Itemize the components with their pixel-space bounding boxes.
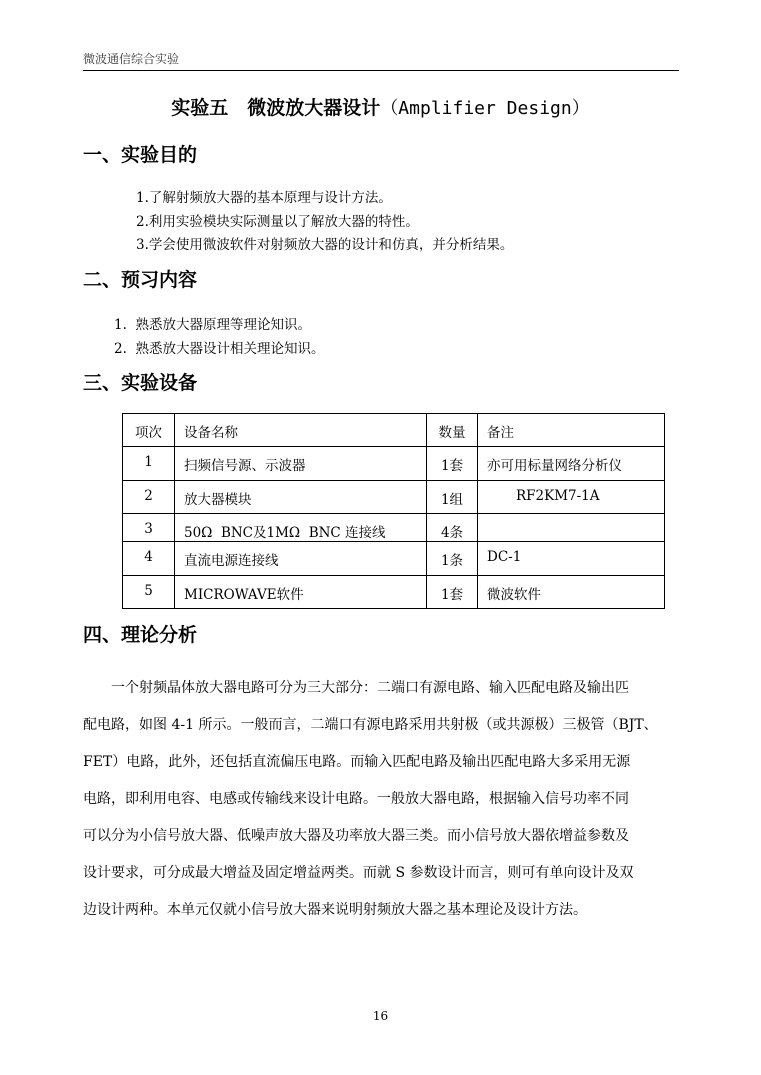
table-header-cell: 项次: [123, 414, 175, 447]
table-cell: 50Ω BNC及1MΩ BNC 连接线: [175, 514, 427, 542]
table-row: [123, 542, 665, 576]
table-header-row: [123, 414, 665, 447]
paragraph-line: 边设计两种。本单元仅就小信号放大器来说明射频放大器之基本理论及设计方法。: [83, 902, 587, 918]
table-cell: 扫频信号源、示波器: [175, 447, 427, 481]
running-header: 微波通信综合实验: [83, 52, 180, 66]
equipment-table: [122, 413, 665, 609]
table-cell: DC-1: [478, 542, 665, 576]
page-title: [0, 93, 761, 120]
paragraph-line: 一个射频晶体放大器电路可分为三大部分：二端口有源电路、输入匹配电路及输出匹: [111, 680, 629, 696]
preview-item: 1. 熟悉放大器原理等理论知识。: [114, 317, 311, 333]
page-number: 16: [372, 1009, 389, 1023]
table-cell: 5: [123, 576, 175, 609]
heading-theory: 四、理论分析: [83, 624, 198, 646]
paragraph-line: 电路，即利用电容、电感或传输线来设计电路。一般放大器电路，根据输入信号功率不同: [83, 791, 629, 807]
objective-item: 1.了解射频放大器的基本原理与设计方法。: [136, 190, 392, 206]
table-cell: 1条: [427, 542, 478, 576]
table-cell: 2: [123, 481, 175, 514]
table-cell: MICROWAVE软件: [175, 576, 427, 609]
table-row: [123, 481, 665, 514]
table-header-cell: 设备名称: [175, 414, 427, 447]
table-cell: 1套: [427, 447, 478, 481]
title-chinese: 实验五 微波放大器设计: [171, 97, 381, 119]
table-row: [123, 576, 665, 609]
paragraph-line: FET）电路，此外，还包括直流偏压电路。而输入匹配电路及输出匹配电路大多采用无源: [83, 754, 631, 770]
table-cell: 4: [123, 542, 175, 576]
table-cell: 放大器模块: [175, 481, 427, 514]
paragraph-line: 可以分为小信号放大器、低噪声放大器及功率放大器三类。而小信号放大器依增益参数及: [83, 828, 629, 844]
table-cell: RF2KM7-1A: [478, 481, 665, 514]
heading-equipment: 三、实验设备: [83, 372, 198, 394]
table-cell: 1: [123, 447, 175, 481]
table-row: [123, 514, 665, 542]
table-cell: 亦可用标量网络分析仪: [478, 447, 665, 481]
table-cell: 4条: [427, 514, 478, 542]
paragraph-line: 配电路，如图 4-1 所示。一般而言，二端口有源电路采用共射极（或共源极）三极管（BJT、: [83, 717, 658, 733]
table-cell: [478, 514, 665, 542]
preview-item: 2. 熟悉放大器设计相关理论知识。: [114, 341, 325, 357]
table-row: [123, 447, 665, 481]
heading-preview: 二、预习内容: [83, 269, 198, 291]
table-cell: 1套: [427, 576, 478, 609]
table-header-cell: 备注: [478, 414, 665, 447]
table-cell: 直流电源连接线: [175, 542, 427, 576]
table-cell: 1组: [427, 481, 478, 514]
title-english: （Amplifier Design）: [380, 98, 590, 119]
table-cell: 3: [123, 514, 175, 542]
objective-item: 3.学会使用微波软件对射频放大器的设计和仿真，并分析结果。: [136, 237, 514, 253]
objective-item: 2.利用实验模块实际测量以了解放大器的特性。: [136, 214, 419, 230]
header-rule: [83, 70, 679, 71]
table-cell: 微波软件: [478, 576, 665, 609]
heading-objectives: 一、实验目的: [83, 144, 198, 166]
table-header-cell: 数量: [427, 414, 478, 447]
paragraph-line: 设计要求，可分成最大增益及固定增益两类。而就 S 参数设计而言，则可有单向设计及双: [83, 865, 634, 881]
